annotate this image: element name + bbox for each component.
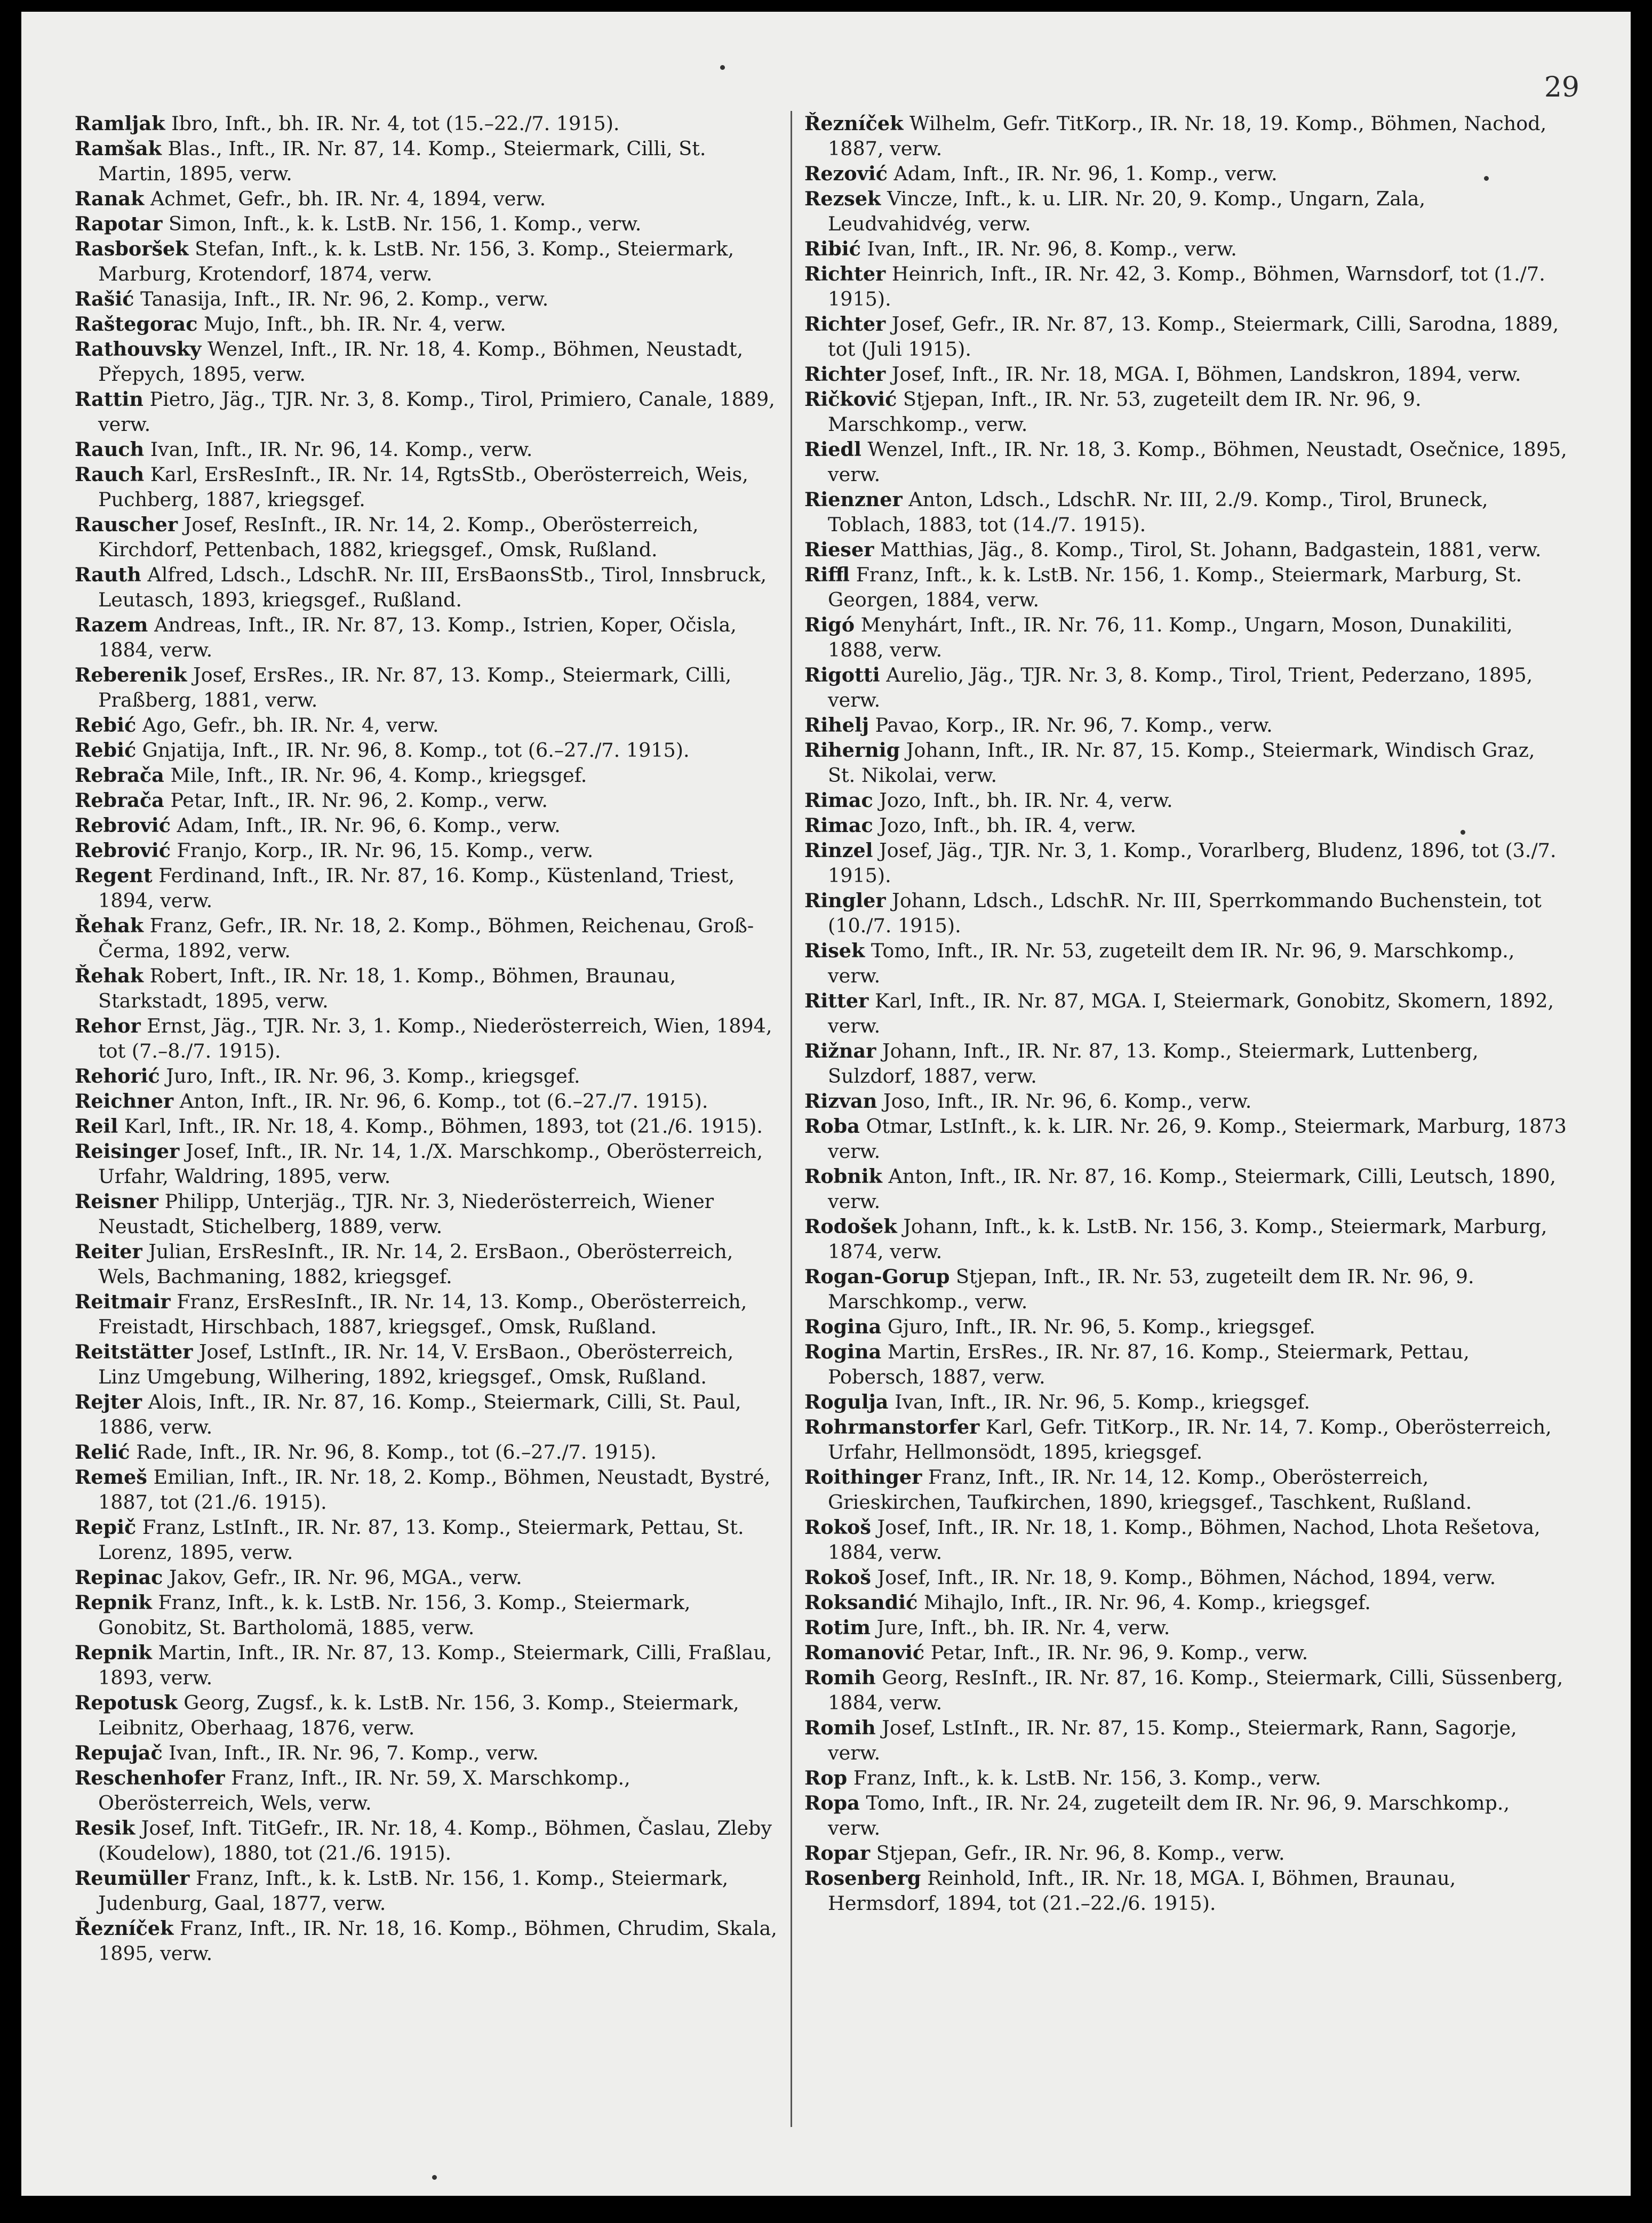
entry-details: Pietro, Jäg., TJR. Nr. 3, 8. Komp., Tirol, Primiero, Canale, 1889, verw.: [98, 388, 775, 436]
list-entry: [75, 1866, 779, 1916]
entry-details: Adam, Inft., IR. Nr. 96, 6. Komp., verw.: [170, 814, 561, 837]
entry-details: Johann, Inft., IR. Nr. 87, 13. Komp., Steiermark, Luttenberg, Sulzdorf, 1887, verw.: [828, 1039, 1479, 1087]
entry-details: Joso, Inft., IR. Nr. 96, 6. Komp., verw.: [877, 1090, 1252, 1113]
entry-details: Karl, ErsResInft., IR. Nr. 14, RgtsStb., Oberösterreich, Weis, Puchberg, 1887, kriegsgef.: [98, 463, 748, 511]
entry-surname: Ropa: [804, 1792, 860, 1814]
entry-details: Josef, Inft., IR. Nr. 14, 1./X. Marschkomp., Oberösterreich, Urfahr, Waldring, 1895, verw.: [98, 1140, 763, 1188]
entry-details: Johann, Inft., k. k. LstB. Nr. 156, 3. Komp., Steiermark, Marburg, 1874, verw.: [828, 1215, 1547, 1263]
list-entry: [75, 1013, 779, 1063]
list-entry: [75, 1515, 779, 1565]
entry-details: Matthias, Jäg., 8. Komp., Tirol, St. Johann, Badgastein, 1881, verw.: [874, 538, 1542, 561]
entry-surname: Rigotti: [804, 663, 880, 686]
list-entry: [804, 1515, 1567, 1565]
entry-surname: Rihernig: [804, 739, 900, 762]
entry-details: Ivan, Inft., IR. Nr. 96, 7. Komp., verw.: [162, 1741, 539, 1764]
entry-surname: Reisinger: [75, 1140, 180, 1163]
entry-surname: Repinac: [75, 1566, 163, 1589]
list-entry: [75, 838, 779, 863]
list-entry: [804, 1164, 1567, 1214]
list-entry: [75, 1565, 779, 1590]
entry-surname: Robnik: [804, 1165, 882, 1188]
list-entry: [75, 387, 779, 437]
entry-surname: Rogina: [804, 1340, 882, 1363]
entry-surname: Rodošek: [804, 1215, 897, 1238]
list-entry: [804, 1414, 1567, 1465]
entry-surname: Reumüller: [75, 1867, 190, 1890]
entry-surname: Rauch: [75, 463, 145, 486]
entry-surname: Repotusk: [75, 1691, 178, 1714]
entry-details: Franz, Inft., k. k. LstB. Nr. 156, 3. Komp., verw.: [847, 1766, 1321, 1789]
list-entry: [804, 713, 1567, 738]
list-entry: [804, 1114, 1567, 1164]
entry-details: Franz, Inft., k. k. LstB. Nr. 156, 3. Komp., Steiermark, Gonobitz, St. Bartholomä, 1885, verw.: [98, 1591, 691, 1639]
entry-details: Mihajlo, Inft., IR. Nr. 96, 4. Komp., kriegsgef.: [917, 1591, 1371, 1614]
list-entry: [75, 662, 779, 713]
entry-details: Franz, Gefr., IR. Nr. 18, 2. Komp., Böhmen, Reichenau, Groß-Čerma, 1892, verw.: [98, 914, 754, 962]
list-entry: [804, 662, 1567, 713]
list-entry: [75, 1590, 779, 1640]
list-entry: [75, 1740, 779, 1765]
entry-surname: Rejter: [75, 1390, 142, 1413]
entry-surname: Risek: [804, 939, 865, 962]
list-entry: [75, 1640, 779, 1690]
entry-details: Josef, LstInft., IR. Nr. 87, 15. Komp., Steiermark, Rann, Sagorje, verw.: [828, 1716, 1517, 1764]
entry-details: Petar, Inft., IR. Nr. 96, 9. Komp., verw.: [924, 1641, 1308, 1664]
left-column: [75, 111, 779, 1966]
entry-details: Adam, Inft., IR. Nr. 96, 1. Komp., verw.: [887, 162, 1278, 185]
entry-surname: Repič: [75, 1516, 137, 1539]
entry-details: Josef, LstInft., IR. Nr. 14, V. ErsBaon., Oberösterreich, Linz Umgebung, Wilhering, 1892, kriegsgef., Omsk, Rußland.: [98, 1340, 734, 1388]
list-entry: [75, 713, 779, 738]
list-entry: [804, 387, 1567, 437]
entry-details: Josef, Gefr., IR. Nr. 87, 13. Komp., Steiermark, Cilli, Sarodna, 1889, tot (Juli 1915).: [828, 313, 1559, 361]
entry-surname: Regent: [75, 864, 153, 887]
entry-details: Vincze, Inft., k. u. LIR. Nr. 20, 9. Komp., Ungarn, Zala, Leudvahidvég, verw.: [828, 187, 1426, 235]
list-entry: [75, 311, 779, 337]
list-entry: [75, 512, 779, 562]
entry-details: Josef, ResInft., IR. Nr. 14, 2. Komp., Oberösterreich, Kirchdorf, Pettenbach, 1882, kriegsgef., Omsk, Rußland.: [98, 513, 699, 561]
list-entry: [804, 1089, 1567, 1114]
entry-details: Wenzel, Inft., IR. Nr. 18, 3. Komp., Böhmen, Neustadt, Osečnice, 1895, verw.: [828, 438, 1567, 486]
entry-details: Otmar, LstInft., k. k. LIR. Nr. 26, 9. Komp., Steiermark, Marburg, 1873 verw.: [828, 1115, 1567, 1163]
entry-surname: Rigó: [804, 613, 855, 636]
entry-details: Ivan, Inft., IR. Nr. 96, 5. Komp., kriegsgef.: [888, 1390, 1311, 1413]
list-entry: [804, 1665, 1567, 1715]
entry-surname: Romanović: [804, 1641, 925, 1664]
entry-details: Ago, Gefr., bh. IR. Nr. 4, verw.: [136, 714, 439, 737]
list-entry: [804, 186, 1567, 236]
list-entry: [804, 1264, 1567, 1314]
entry-details: Pavao, Korp., IR. Nr. 96, 7. Komp., verw.: [869, 714, 1273, 737]
entry-details: Simon, Inft., k. k. LstB. Nr. 156, 1. Komp., verw.: [162, 212, 642, 235]
list-entry: [804, 1841, 1567, 1866]
entry-surname: Rogan-Gorup: [804, 1265, 950, 1288]
entry-details: Menyhárt, Inft., IR. Nr. 76, 11. Komp., Ungarn, Moson, Dunakiliti, 1888, verw.: [828, 613, 1513, 661]
entry-surname: Rathouvsky: [75, 338, 202, 361]
list-entry: [804, 1339, 1567, 1389]
list-entry: [804, 1214, 1567, 1264]
entry-details: Ernst, Jäg., TJR. Nr. 3, 1. Komp., Niederösterreich, Wien, 1894, tot (7.–8./7. 1915).: [98, 1014, 772, 1062]
list-entry: [804, 362, 1567, 387]
entry-surname: Rogina: [804, 1315, 882, 1338]
list-entry: [804, 888, 1567, 938]
list-entry: [75, 286, 779, 311]
list-entry: [804, 938, 1567, 988]
list-entry: [804, 1465, 1567, 1515]
list-entry: [75, 788, 779, 813]
entry-details: Martin, ErsRes., IR. Nr. 87, 16. Komp., Steiermark, Pettau, Pobersch, 1887, verw.: [828, 1340, 1470, 1388]
page-number: 29: [1544, 71, 1579, 103]
entry-surname: Rauch: [75, 438, 145, 461]
entry-details: Karl, Inft., IR. Nr. 87, MGA. I, Steiermark, Gonobitz, Skomern, 1892, verw.: [828, 989, 1554, 1037]
entry-details: Josef, Inft., IR. Nr. 18, 9. Komp., Böhmen, Náchod, 1894, verw.: [871, 1566, 1496, 1589]
ink-speck: [720, 65, 725, 70]
list-entry: [75, 1690, 779, 1740]
entry-surname: Rehorić: [75, 1065, 160, 1087]
list-entry: [75, 1765, 779, 1816]
entry-details: Tanasija, Inft., IR. Nr. 96, 2. Komp., verw.: [134, 287, 549, 310]
entry-surname: Ritter: [804, 989, 869, 1012]
entry-surname: Richter: [804, 363, 886, 386]
entry-details: Anton, Ldsch., LdschR. Nr. III, 2./9. Komp., Tirol, Bruneck, Toblach, 1883, tot (14./7. 1915).: [828, 488, 1488, 536]
list-entry: [75, 863, 779, 913]
entry-details: Franz, Inft., IR. Nr. 59, X. Marschkomp., Oberösterreich, Wels, verw.: [98, 1766, 631, 1814]
entry-surname: Rebrović: [75, 814, 171, 837]
entry-surname: Romih: [804, 1716, 876, 1739]
entry-details: Blas., Inft., IR. Nr. 87, 14. Komp., Steiermark, Cilli, St. Martin, 1895, verw.: [98, 137, 706, 185]
entry-details: Mile, Inft., IR. Nr. 96, 4. Komp., kriegsgef.: [164, 764, 587, 787]
list-entry: [804, 1590, 1567, 1615]
column-divider: [791, 111, 792, 2127]
entry-surname: Rogulja: [804, 1390, 889, 1413]
entry-details: Franz, Inft., IR. Nr. 14, 12. Komp., Oberösterreich, Grieskirchen, Taufkirchen, 1890, kriegsgef., Taschkent, Rußland.: [828, 1466, 1472, 1514]
entry-details: Jozo, Inft., bh. IR. 4, verw.: [873, 814, 1137, 837]
list-entry: [75, 1916, 779, 1966]
entry-details: Ibro, Inft., bh. IR. Nr. 4, tot (15.–22./7. 1915).: [165, 112, 620, 135]
entry-surname: Remeš: [75, 1466, 147, 1489]
entry-surname: Ranak: [75, 187, 145, 210]
entry-surname: Rieser: [804, 538, 874, 561]
entry-surname: Ringler: [804, 889, 886, 912]
entry-details: Stefan, Inft., k. k. LstB. Nr. 156, 3. Komp., Steiermark, Marburg, Krotendorf, 1874, verw.: [98, 237, 735, 285]
entry-surname: Reitmair: [75, 1290, 171, 1313]
list-entry: [804, 1565, 1567, 1590]
entry-surname: Rebrača: [75, 789, 164, 812]
entry-surname: Ramljak: [75, 112, 165, 135]
entry-details: Andreas, Inft., IR. Nr. 87, 13. Komp., Istrien, Koper, Očisla, 1884, verw.: [98, 613, 737, 661]
entry-details: Jozo, Inft., bh. IR. Nr. 4, verw.: [873, 789, 1173, 812]
entry-surname: Repujač: [75, 1741, 163, 1764]
list-entry: [804, 1790, 1567, 1841]
entry-surname: Rinzel: [804, 839, 873, 862]
entry-details: Georg, ResInft., IR. Nr. 87, 16. Komp., Steiermark, Cilli, Süssenberg, 1884, verw.: [828, 1666, 1563, 1714]
entry-details: Alfred, Ldsch., LdschR. Nr. III, ErsBaonsStb., Tirol, Innsbruck, Leutasch, 1893, kriegsgef., Rußland.: [98, 563, 767, 611]
list-entry: [75, 1239, 779, 1289]
entry-surname: Rihelj: [804, 714, 869, 737]
list-entry: [75, 1114, 779, 1139]
list-entry: [804, 311, 1567, 362]
entry-surname: Rauth: [75, 563, 141, 586]
list-entry: [804, 161, 1567, 186]
list-entry: [75, 462, 779, 512]
entry-surname: Rezović: [804, 162, 888, 185]
entry-surname: Razem: [75, 613, 148, 636]
ink-speck: [1461, 830, 1465, 835]
entry-surname: Romih: [804, 1666, 876, 1689]
entry-details: Stjepan, Gefr., IR. Nr. 96, 8. Komp., verw.: [870, 1842, 1285, 1865]
entry-surname: Ropar: [804, 1842, 871, 1865]
entry-details: Reinhold, Inft., IR. Nr. 18, MGA. I, Böhmen, Braunau, Hermsdorf, 1894, tot (21.–22./6. 1915).: [828, 1867, 1456, 1915]
entry-surname: Rižnar: [804, 1039, 876, 1062]
entry-surname: Rohrmanstorfer: [804, 1416, 980, 1438]
entry-surname: Reitstätter: [75, 1340, 193, 1363]
entry-details: Franz, Inft., IR. Nr. 18, 16. Komp., Böhmen, Chrudim, Skala, 1895, verw.: [98, 1917, 777, 1965]
list-entry: [804, 1615, 1567, 1640]
list-entry: [75, 111, 779, 136]
entry-details: Jure, Inft., bh. IR. Nr. 4, verw.: [871, 1616, 1170, 1639]
list-entry: [804, 1389, 1567, 1414]
entry-surname: Richter: [804, 262, 886, 285]
entry-details: Juro, Inft., IR. Nr. 96, 3. Komp., kriegsgef.: [159, 1065, 580, 1087]
entry-details: Stjepan, Inft., IR. Nr. 53, zugeteilt dem IR. Nr. 96, 9. Marschkomp., verw.: [828, 1265, 1474, 1313]
entry-details: Philipp, Unterjäg., TJR. Nr. 3, Niederösterreich, Wiener Neustadt, Stichelberg, 1889, verw.: [98, 1190, 714, 1238]
entry-details: Mujo, Inft., bh. IR. Nr. 4, verw.: [197, 313, 506, 335]
entry-surname: Rehor: [75, 1014, 141, 1037]
list-entry: [804, 111, 1567, 161]
list-entry: [75, 763, 779, 788]
entry-surname: Rapotar: [75, 212, 163, 235]
entry-details: Aurelio, Jäg., TJR. Nr. 3, 8. Komp., Tirol, Trient, Pederzano, 1895, verw.: [828, 663, 1533, 711]
list-entry: [75, 1816, 779, 1866]
entry-surname: Rokoš: [804, 1566, 871, 1589]
entry-details: Wenzel, Inft., IR. Nr. 18, 4. Komp., Böhmen, Neustadt, Přepych, 1895, verw.: [98, 338, 744, 386]
entry-surname: Reschenhofer: [75, 1766, 225, 1789]
entry-details: Georg, Zugsf., k. k. LstB. Nr. 156, 3. Komp., Steiermark, Leibnitz, Oberhaag, 1876, verw.: [98, 1691, 739, 1739]
entry-surname: Ribić: [804, 237, 861, 260]
entry-details: Achmet, Gefr., bh. IR. Nr. 4, 1894, verw.: [144, 187, 546, 210]
list-entry: [804, 788, 1567, 813]
entry-surname: Rienzner: [804, 488, 903, 511]
entry-surname: Řezníček: [804, 112, 904, 135]
entry-details: Josef, Inft., IR. Nr. 18, MGA. I, Böhmen, Landskron, 1894, verw.: [885, 363, 1521, 386]
entry-details: Josef, Jäg., TJR. Nr. 3, 1. Komp., Vorarlberg, Bludenz, 1896, tot (3./7. 1915).: [828, 839, 1557, 887]
list-entry: [75, 437, 779, 462]
entry-details: Robert, Inft., IR. Nr. 18, 1. Komp., Böhmen, Braunau, Starkstadt, 1895, verw.: [98, 964, 676, 1012]
list-entry: [804, 1314, 1567, 1339]
entry-surname: Rop: [804, 1766, 848, 1789]
list-entry: [75, 1063, 779, 1089]
entry-details: Johann, Ldsch., LdschR. Nr. III, Sperrkommando Buchenstein, tot (10./7. 1915).: [828, 889, 1542, 937]
list-entry: [804, 1640, 1567, 1665]
entry-surname: Repnik: [75, 1591, 152, 1614]
entry-surname: Rokoš: [804, 1516, 871, 1539]
entry-details: Anton, Inft., IR. Nr. 96, 6. Komp., tot (6.–27./7. 1915).: [173, 1090, 708, 1113]
entry-surname: Rimac: [804, 789, 873, 812]
list-entry: [75, 612, 779, 662]
entry-surname: Rebrača: [75, 764, 164, 787]
list-entry: [804, 261, 1567, 311]
entry-surname: Roba: [804, 1115, 860, 1138]
entry-surname: Rotim: [804, 1616, 871, 1639]
entry-surname: Řehak: [75, 914, 144, 937]
entry-surname: Rasboršek: [75, 237, 189, 260]
list-entry: [75, 211, 779, 236]
list-entry: [804, 1715, 1567, 1765]
list-entry: [804, 738, 1567, 788]
entry-details: Karl, Gefr. TitKorp., IR. Nr. 14, 7. Komp., Oberösterreich, Urfahr, Hellmonsödt, 1895, kriegsgef.: [828, 1416, 1552, 1464]
entry-details: Josef, Inft. TitGefr., IR. Nr. 18, 4. Komp., Böhmen, Časlau, Zleby (Koudelow), 1880, tot (21./6. 1915).: [98, 1817, 772, 1865]
entry-details: Franz, ErsResInft., IR. Nr. 14, 13. Komp., Oberösterreich, Freistadt, Hirschbach, 1887, kriegsgef., Omsk, Rußland.: [98, 1290, 747, 1338]
entry-surname: Reil: [75, 1115, 118, 1138]
entry-details: Rade, Inft., IR. Nr. 96, 8. Komp., tot (6.–27./7. 1915).: [130, 1441, 657, 1464]
entry-details: Karl, Inft., IR. Nr. 18, 4. Komp., Böhmen, 1893, tot (21./6. 1915).: [118, 1115, 763, 1138]
entry-surname: Rezsek: [804, 187, 881, 210]
entry-details: Stjepan, Inft., IR. Nr. 53, zugeteilt dem IR. Nr. 96, 9. Marschkomp., verw.: [828, 388, 1422, 436]
list-entry: [804, 1038, 1567, 1089]
entry-details: Josef, Inft., IR. Nr. 18, 1. Komp., Böhmen, Nachod, Lhota Rešetova, 1884, verw.: [828, 1516, 1541, 1564]
entry-details: Gnjatija, Inft., IR. Nr. 96, 8. Komp., tot (6.–27./7. 1915).: [136, 739, 690, 762]
entry-surname: Řehak: [75, 964, 144, 987]
list-entry: [75, 1339, 779, 1389]
ink-speck: [432, 2175, 437, 2180]
entry-details: Wilhelm, Gefr. TitKorp., IR. Nr. 18, 19. Komp., Böhmen, Nachod, 1887, verw.: [828, 112, 1547, 160]
list-entry: [804, 437, 1567, 487]
entry-surname: Repnik: [75, 1641, 152, 1664]
list-entry: [804, 562, 1567, 612]
entry-surname: Roithinger: [804, 1466, 922, 1489]
document-page: [21, 12, 1631, 2196]
entry-details: Tomo, Inft., IR. Nr. 53, zugeteilt dem IR. Nr. 96, 9. Marschkomp., verw.: [828, 939, 1515, 987]
entry-details: Gjuro, Inft., IR. Nr. 96, 5. Komp., kriegsgef.: [881, 1315, 1315, 1338]
entry-surname: Rebrović: [75, 839, 171, 862]
entry-surname: Rimac: [804, 814, 873, 837]
list-entry: [804, 813, 1567, 838]
list-entry: [804, 988, 1567, 1038]
list-entry: [75, 1465, 779, 1515]
entry-details: Emilian, Inft., IR. Nr. 18, 2. Komp., Böhmen, Neustadt, Bystré, 1887, tot (21./6. 1915).: [98, 1466, 771, 1514]
entry-surname: Řezníček: [75, 1917, 174, 1940]
entry-surname: Reichner: [75, 1090, 174, 1113]
entry-surname: Rašić: [75, 287, 134, 310]
entry-surname: Relić: [75, 1441, 130, 1464]
list-entry: [75, 1189, 779, 1239]
entry-surname: Rauscher: [75, 513, 178, 536]
list-entry: [75, 1139, 779, 1189]
entry-details: Alois, Inft., IR. Nr. 87, 16. Komp., Steiermark, Cilli, St. Paul, 1886, verw.: [98, 1390, 741, 1438]
entry-surname: Reiter: [75, 1240, 142, 1263]
entry-surname: Rosenberg: [804, 1867, 921, 1890]
list-entry: [75, 186, 779, 211]
ink-speck: [1484, 176, 1489, 181]
entry-details: Petar, Inft., IR. Nr. 96, 2. Komp., verw.: [164, 789, 548, 812]
entry-details: Josef, ErsRes., IR. Nr. 87, 13. Komp., Steiermark, Cilli, Praßberg, 1881, verw.: [98, 663, 732, 711]
entry-surname: Rizvan: [804, 1090, 877, 1113]
list-entry: [75, 813, 779, 838]
entry-surname: Reberenik: [75, 663, 187, 686]
list-entry: [75, 913, 779, 963]
entry-details: Jakov, Gefr., IR. Nr. 96, MGA., verw.: [163, 1566, 522, 1589]
entry-surname: Ričković: [804, 388, 897, 411]
entry-details: Anton, Inft., IR. Nr. 87, 16. Komp., Steiermark, Cilli, Leutsch, 1890, verw.: [828, 1165, 1557, 1213]
entry-details: Franjo, Korp., IR. Nr. 96, 15. Komp., verw.: [170, 839, 594, 862]
list-entry: [75, 1389, 779, 1440]
entry-surname: Rebić: [75, 714, 137, 737]
entry-surname: Resik: [75, 1817, 135, 1840]
list-entry: [804, 612, 1567, 662]
entry-surname: Raštegorac: [75, 313, 198, 335]
entry-details: Ferdinand, Inft., IR. Nr. 87, 16. Komp., Küstenland, Triest, 1894, verw.: [98, 864, 735, 912]
entry-details: Martin, Inft., IR. Nr. 87, 13. Komp., Steiermark, Cilli, Fraßlau, 1893, verw.: [98, 1641, 772, 1689]
entry-surname: Riffl: [804, 563, 850, 586]
entry-surname: Rebić: [75, 739, 137, 762]
list-entry: [804, 537, 1567, 562]
list-entry: [804, 1765, 1567, 1790]
list-entry: [804, 487, 1567, 537]
entry-details: Julian, ErsResInft., IR. Nr. 14, 2. ErsBaon., Oberösterreich, Wels, Bachmaning, 1882, kriegsgef.: [98, 1240, 733, 1288]
list-entry: [804, 838, 1567, 888]
entry-details: Franz, Inft., k. k. LstB. Nr. 156, 1. Komp., Steiermark, Marburg, St. Georgen, 1884, verw.: [828, 563, 1522, 611]
entry-surname: Ramšak: [75, 137, 162, 160]
entry-details: Heinrich, Inft., IR. Nr. 42, 3. Komp., Böhmen, Warnsdorf, tot (1./7. 1915).: [828, 262, 1545, 310]
entry-details: Johann, Inft., IR. Nr. 87, 15. Komp., Steiermark, Windisch Graz, St. Nikolai, verw.: [828, 739, 1535, 787]
entry-surname: Roksandić: [804, 1591, 918, 1614]
entry-surname: Richter: [804, 313, 886, 335]
list-entry: [75, 236, 779, 286]
list-entry: [75, 136, 779, 186]
entry-details: Franz, Inft., k. k. LstB. Nr. 156, 1. Komp., Steiermark, Judenburg, Gaal, 1877, verw.: [98, 1867, 729, 1915]
list-entry: [75, 1289, 779, 1339]
entry-surname: Riedl: [804, 438, 861, 461]
list-entry: [75, 562, 779, 612]
list-entry: [804, 236, 1567, 261]
list-entry: [75, 337, 779, 387]
list-entry: [75, 963, 779, 1013]
list-entry: [75, 738, 779, 763]
list-entry: [75, 1089, 779, 1114]
entry-details: Ivan, Inft., IR. Nr. 96, 8. Komp., verw.: [860, 237, 1237, 260]
entry-details: Tomo, Inft., IR. Nr. 24, zugeteilt dem IR. Nr. 96, 9. Marschkomp., verw.: [828, 1792, 1510, 1840]
entry-surname: Reisner: [75, 1190, 158, 1213]
entry-surname: Rattin: [75, 388, 143, 411]
entry-details: Ivan, Inft., IR. Nr. 96, 14. Komp., verw.: [144, 438, 533, 461]
list-entry: [804, 1866, 1567, 1916]
list-entry: [75, 1440, 779, 1465]
entry-details: Franz, LstInft., IR. Nr. 87, 13. Komp., Steiermark, Pettau, St. Lorenz, 1895, verw.: [98, 1516, 744, 1564]
right-column: [804, 111, 1567, 1916]
